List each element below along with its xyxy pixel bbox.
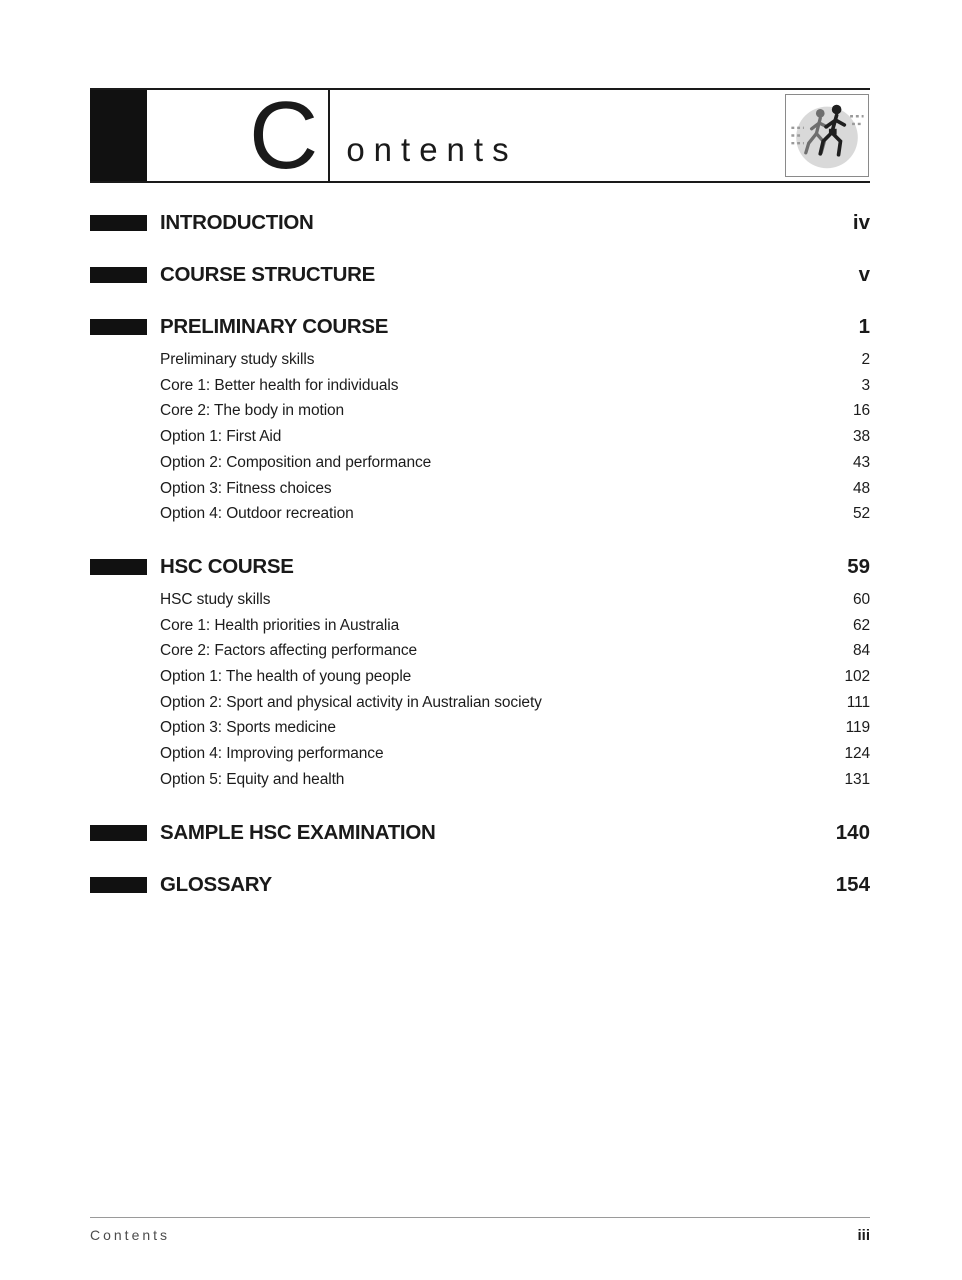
entry-title: Option 2: Sport and physical activity in Australian society xyxy=(160,693,542,711)
entry-title: Option 3: Fitness choices xyxy=(160,479,332,497)
entry-page-number: 3 xyxy=(861,376,870,394)
footer-section-label: Contents xyxy=(90,1227,171,1243)
entry-title: Option 3: Sports medicine xyxy=(160,719,336,737)
entry-page-number: 62 xyxy=(852,616,870,634)
toc-entry xyxy=(160,476,870,502)
entry-page-number: 131 xyxy=(844,770,870,788)
toc-entry xyxy=(160,741,870,767)
toc-section xyxy=(90,873,870,897)
toc-entry xyxy=(160,450,870,476)
runners-illustration-icon xyxy=(785,94,869,177)
section-page-number: v xyxy=(858,263,870,286)
section-page-number: 140 xyxy=(835,820,870,844)
toc xyxy=(90,211,870,897)
toc-section xyxy=(90,211,870,235)
entry-title: Option 4: Outdoor recreation xyxy=(160,505,354,523)
entry-page-number: 102 xyxy=(844,668,870,686)
page-title: ontents xyxy=(346,131,518,168)
section-bullet-icon xyxy=(90,267,147,283)
entry-title: Option 4: Improving performance xyxy=(160,745,384,763)
section-page-number: iv xyxy=(852,211,870,234)
header-black-block xyxy=(90,90,147,181)
toc-section-heading xyxy=(90,315,870,339)
entry-page-number: 52 xyxy=(852,505,870,523)
title-initial: C xyxy=(249,82,319,189)
entry-page-number: 38 xyxy=(852,428,870,446)
toc-entry xyxy=(160,373,870,399)
toc-entry xyxy=(160,664,870,690)
entry-title: Option 1: First Aid xyxy=(160,428,282,446)
toc-section xyxy=(90,821,870,845)
footer xyxy=(90,1217,870,1244)
entry-title: HSC study skills xyxy=(160,590,271,608)
section-bullet-icon xyxy=(90,559,147,575)
entry-page-number: 119 xyxy=(845,719,870,737)
section-title: HSC COURSE xyxy=(160,554,294,578)
toc-section-heading xyxy=(90,263,870,287)
toc-section-heading xyxy=(90,873,870,897)
footer-page-number: iii xyxy=(857,1227,870,1244)
section-title: INTRODUCTION xyxy=(160,211,314,234)
entry-page-number: 48 xyxy=(852,479,870,497)
entry-page-number: 124 xyxy=(844,745,870,763)
toc-entry xyxy=(160,587,870,613)
toc-entry xyxy=(160,347,870,373)
header-divider xyxy=(328,90,330,181)
entry-page-number: 111 xyxy=(846,693,870,711)
section-bullet-icon xyxy=(90,825,147,841)
toc-entry xyxy=(160,638,870,664)
section-bullet-icon xyxy=(90,319,147,335)
section-page-number: 154 xyxy=(835,872,870,896)
entry-title: Core 2: The body in motion xyxy=(160,402,345,420)
toc-entry xyxy=(160,715,870,741)
toc-section xyxy=(90,263,870,287)
section-title: COURSE STRUCTURE xyxy=(160,263,376,286)
entry-title: Option 1: The health of young people xyxy=(160,668,412,686)
entry-title: Core 1: Better health for individuals xyxy=(160,376,399,394)
toc-section-heading xyxy=(90,211,870,235)
toc-entry xyxy=(160,767,870,793)
toc-section-heading xyxy=(90,821,870,845)
toc-entry xyxy=(160,424,870,450)
toc-entry xyxy=(160,613,870,639)
entry-title: Preliminary study skills xyxy=(160,351,315,368)
toc-entry xyxy=(160,501,870,527)
entry-page-number: 16 xyxy=(852,402,870,420)
entry-page-number: 84 xyxy=(852,642,870,660)
section-bullet-icon xyxy=(90,215,147,231)
section-title: GLOSSARY xyxy=(160,872,272,896)
page-content xyxy=(90,0,870,897)
section-title: SAMPLE HSC EXAMINATION xyxy=(160,820,436,844)
section-title: PRELIMINARY COURSE xyxy=(160,315,389,338)
toc-entry xyxy=(160,690,870,716)
header xyxy=(90,82,870,189)
entry-page-number: 60 xyxy=(852,590,870,608)
toc-section-heading xyxy=(90,555,870,579)
section-bullet-icon xyxy=(90,877,147,893)
toc-section xyxy=(90,555,870,793)
entry-page-number: 43 xyxy=(852,453,870,471)
entry-page-number: 2 xyxy=(861,351,870,368)
section-page-number: 1 xyxy=(858,315,870,338)
toc-section xyxy=(90,315,870,527)
entry-title: Option 2: Composition and performance xyxy=(160,453,432,471)
toc-entry xyxy=(160,398,870,424)
toc-sub-list xyxy=(160,347,870,527)
section-page-number: 59 xyxy=(847,554,870,578)
entry-title: Core 2: Factors affecting performance xyxy=(160,642,418,660)
toc-sub-list xyxy=(160,587,870,793)
entry-title: Option 5: Equity and health xyxy=(160,770,345,788)
entry-title: Core 1: Health priorities in Australia xyxy=(160,616,400,634)
